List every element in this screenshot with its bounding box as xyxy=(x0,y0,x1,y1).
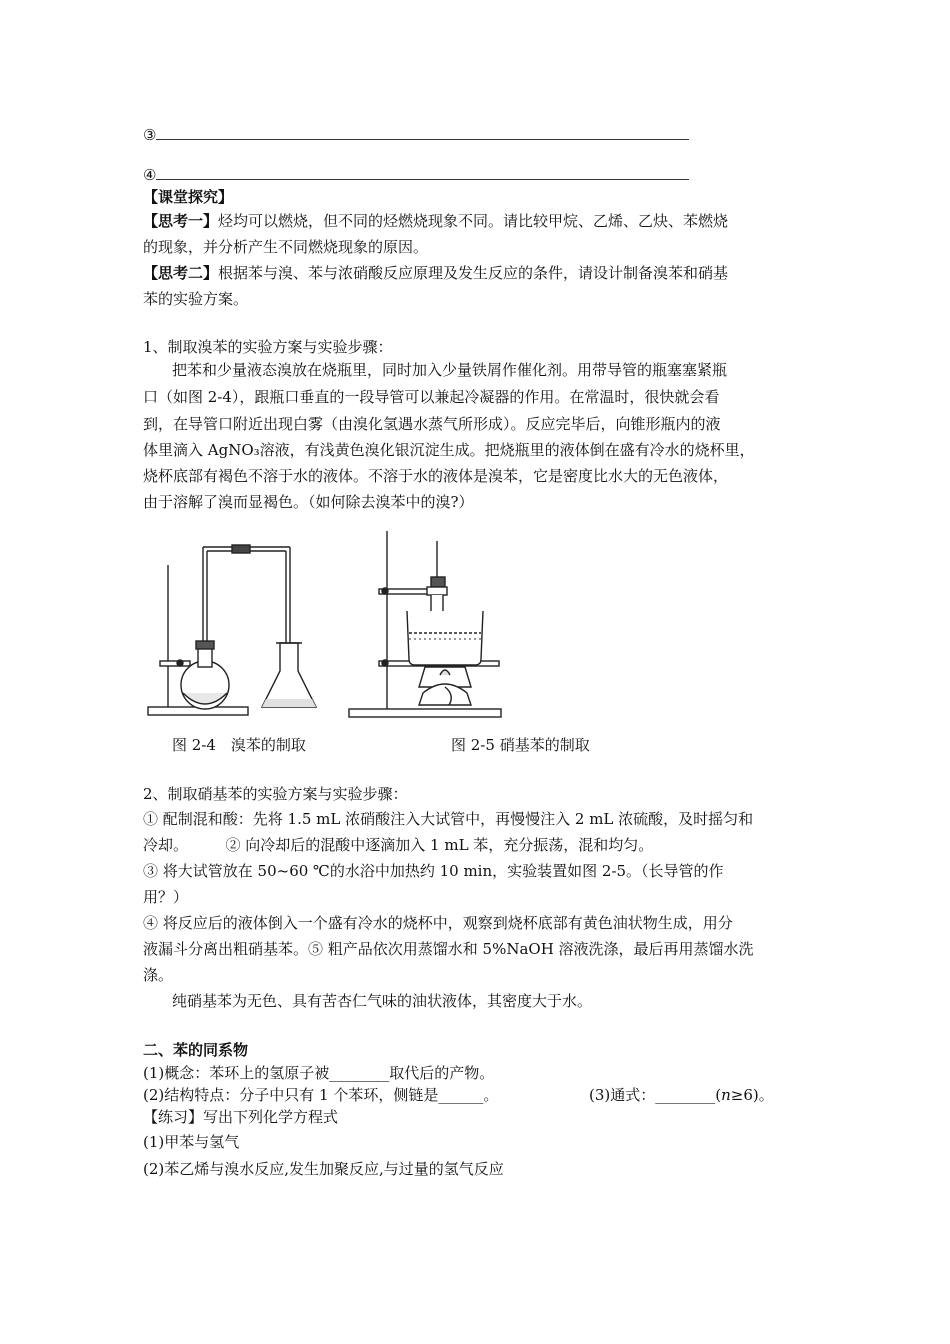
nitrobenzene-note: 纯硝基苯为无色、具有苦杏仁气味的油状液体，其密度大于水。 xyxy=(172,992,593,1010)
item-number: ③ xyxy=(143,126,157,144)
answer-underline[interactable] xyxy=(156,165,689,180)
figure-2-5-caption: 图 2-5 硝基苯的制取 xyxy=(451,736,590,754)
section-1-line: 烧杯底部有褐色不溶于水的液体。不溶于水的液体是溴苯，它是密度比水大的无色液体， xyxy=(143,467,729,485)
think-1-label: 【思考一】 xyxy=(143,212,219,230)
section-1-line: 由于溶解了溴而显褐色。（如何除去溴苯中的溴?） xyxy=(143,493,474,511)
section-1-line: 体里滴入 AgNO₃溶液，有浅黄色溴化银沉淀生成。把烧瓶里的液体倒在盛有冷水的烧杯里， xyxy=(143,441,755,459)
think-2-line-2: 苯的实验方案。 xyxy=(143,290,249,308)
section-2-line: 冷却。 ② 向冷却后的混酸中逐滴加入 1 mL 苯，充分振荡，混和均匀。 xyxy=(143,836,654,854)
blank-line-3 xyxy=(143,124,689,146)
ketang-heading: 【课堂探究】 xyxy=(143,188,234,206)
think-1-line-1 xyxy=(143,210,728,232)
formula-n: n xyxy=(721,1086,731,1104)
section-1-line: 口（如图 2-4），跟瓶口垂直的一段导管可以兼起冷凝器的作用。在常温时，很快就会看 xyxy=(143,388,720,406)
general-formula-line xyxy=(589,1084,774,1106)
section-2-line: 涤。 xyxy=(143,966,174,984)
section-1-line: 把苯和少量液态溴放在烧瓶里，同时加入少量铁屑作催化剂。用带导管的瓶塞塞紧瓶 xyxy=(172,361,728,379)
section-1-line: 到，在导管口附近出现白雾（由溴化氢遇水蒸气所形成）。反应完毕后，向锥形瓶内的液 xyxy=(143,415,721,433)
exercise-2: (2)苯乙烯与溴水反应,发生加聚反应,与过量的氢气反应 xyxy=(143,1160,504,1178)
figure-2-4-caption: 图 2-4 溴苯的制取 xyxy=(172,736,306,754)
think-2-text: 根据苯与溴、苯与浓硝酸反应原理及发生反应的条件，请设计制备溴苯和硝基 xyxy=(218,264,729,282)
section-2-line: ④ 将反应后的液体倒入一个盛有冷水的烧杯中，观察到烧杯底部有黄色油状物生成，用分 xyxy=(143,914,733,932)
section-2-title: 2、制取硝基苯的实验方案与实验步骤： xyxy=(143,785,408,803)
practice-heading: 【练习】写出下列化学方程式 xyxy=(143,1108,339,1126)
section-2-line: ① 配制混和酸：先将 1.5 mL 浓硝酸注入大试管中，再慢慢注入 2 mL 浓硫酸，及时摇匀和 xyxy=(143,810,754,828)
bromobenzene-apparatus-figure xyxy=(140,535,330,720)
section-1-title: 1、制取溴苯的实验方案与实验步骤： xyxy=(143,338,393,356)
section-2-line: 液漏斗分离出粗硝基苯。⑤ 粗产品依次用蒸馏水和 5%NaOH 溶液洗涤，最后再用蒸馏水洗 xyxy=(143,940,754,958)
blank-line-4 xyxy=(143,164,689,186)
think-1-text: 烃均可以燃烧，但不同的烃燃烧现象不同。请比较甲烷、乙烯、乙炔、苯燃烧 xyxy=(218,212,729,230)
think-1-line-2: 的现象，并分析产生不同燃烧现象的原因。 xyxy=(143,238,429,256)
formula-prefix: (3)通式：________( xyxy=(589,1086,722,1104)
structure-line: (2)结构特点：分子中只有 1 个苯环，侧链是______。 xyxy=(143,1086,499,1104)
concept-line: (1)概念：苯环上的氢原子被________取代后的产物。 xyxy=(143,1064,495,1082)
answer-underline[interactable] xyxy=(156,125,689,140)
formula-suffix: ≥6)。 xyxy=(730,1086,774,1104)
item-number: ④ xyxy=(143,166,157,184)
think-2-label: 【思考二】 xyxy=(143,264,219,282)
section-3-title: 二、苯的同系物 xyxy=(143,1041,249,1059)
section-2-line: ③ 将大试管放在 50~60 ℃的水浴中加热约 10 min，实验装置如图 2-5。（长导管的作 xyxy=(143,862,724,880)
think-2-line-1 xyxy=(143,262,728,284)
section-2-line: 用？） xyxy=(143,888,189,906)
exercise-1: (1)甲苯与氢气 xyxy=(143,1133,240,1151)
nitrobenzene-apparatus-figure xyxy=(345,525,515,720)
